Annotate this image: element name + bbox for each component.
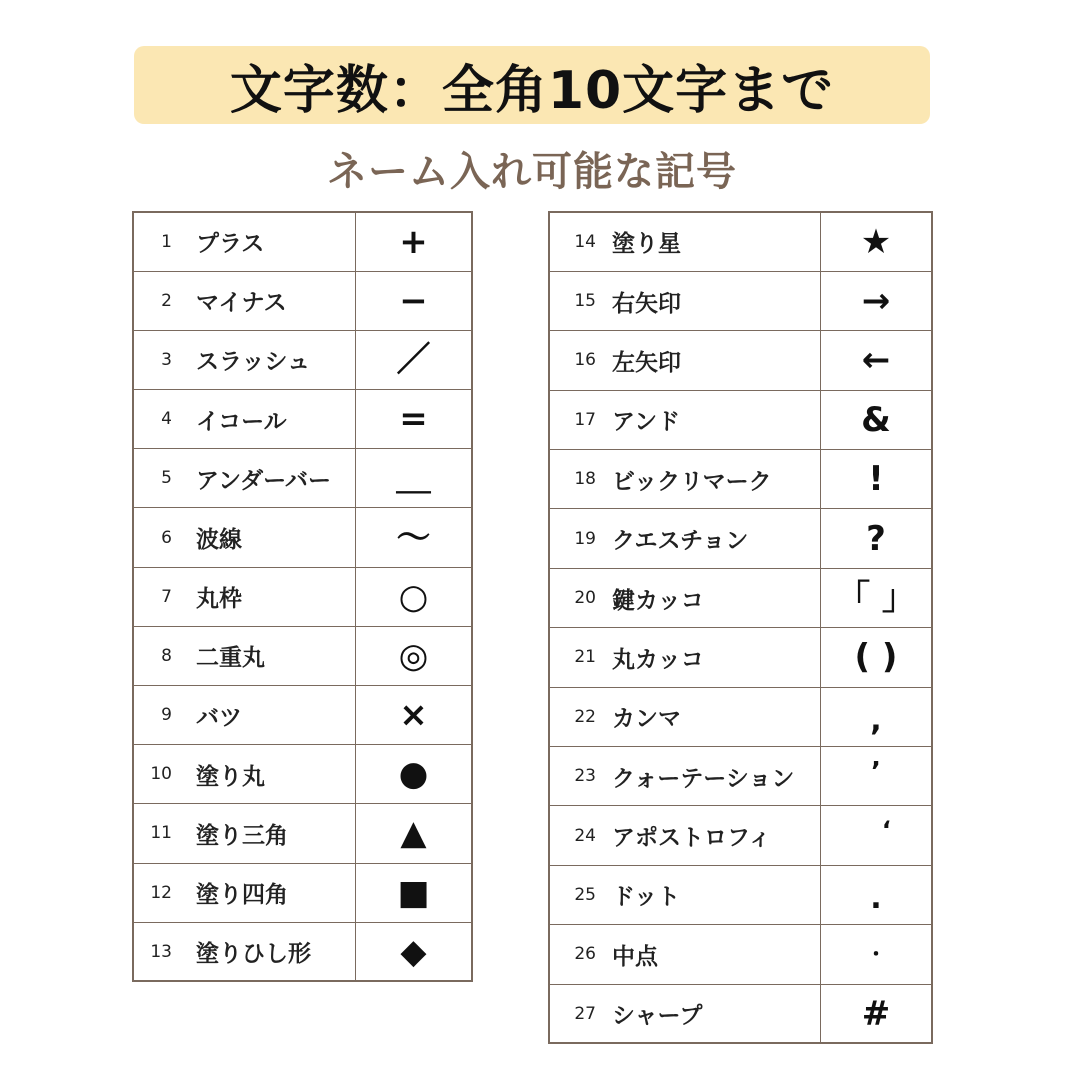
symbol-glyph: ◎ [356, 626, 473, 685]
table-row [549, 747, 932, 806]
row-number: 4 [161, 409, 172, 430]
symbol-name: 塗りひし形 [196, 941, 311, 968]
row-number: 26 [574, 944, 596, 965]
symbol-name: シャープ [612, 1003, 703, 1030]
row-number: 13 [150, 941, 172, 962]
row-number: 15 [574, 291, 596, 312]
symbol-glyph: → [821, 271, 933, 330]
row-number: 11 [150, 823, 172, 844]
symbol-name-cell [133, 686, 356, 745]
symbol-name: 鍵カッコ [612, 587, 704, 614]
symbol-name: 右矢印 [612, 290, 681, 317]
symbol-name-cell [133, 390, 356, 449]
symbol-table-left [132, 211, 473, 982]
row-number: 25 [574, 884, 596, 905]
row-number: 17 [574, 409, 596, 430]
symbol-name-cell [549, 271, 821, 330]
symbol-glyph: ／ [356, 330, 473, 389]
table-row [549, 925, 932, 984]
row-number: 16 [574, 350, 596, 371]
symbol-name-cell [549, 390, 821, 449]
row-number: 24 [574, 825, 596, 846]
table-row [549, 628, 932, 687]
symbol-name: 中点 [612, 943, 658, 970]
symbol-name: マイナス [196, 290, 287, 317]
symbol-name: 塗り三角 [196, 822, 288, 849]
table-row [133, 390, 472, 449]
row-number: 2 [161, 290, 172, 311]
row-number: 5 [161, 468, 172, 489]
symbol-name: クエスチョン [612, 528, 749, 555]
symbol-name-cell [133, 745, 356, 804]
table-row [133, 271, 472, 330]
symbol-glyph: ～ [356, 508, 473, 567]
table-row [549, 212, 932, 271]
row-number: 23 [574, 766, 596, 787]
row-number: 8 [161, 645, 172, 666]
symbol-name: アンダーバー [196, 467, 332, 494]
symbol-glyph: ? [821, 509, 933, 568]
table-row [549, 865, 932, 924]
row-number: 1 [161, 231, 172, 252]
symbol-glyph: ★ [821, 212, 933, 271]
table-row [549, 271, 932, 330]
row-number: 7 [161, 586, 172, 607]
symbol-name-cell [549, 747, 821, 806]
symbol-name-cell [549, 450, 821, 509]
symbol-glyph: 「 」 [821, 568, 933, 627]
symbol-glyph: = [356, 390, 473, 449]
symbol-glyph: ← [821, 331, 933, 390]
symbol-name-cell [549, 865, 821, 924]
row-number: 18 [574, 469, 596, 490]
symbol-glyph: ＿ [356, 449, 473, 508]
symbol-name: 塗り四角 [196, 882, 288, 909]
table-row [549, 687, 932, 746]
symbol-name-cell [549, 628, 821, 687]
symbol-name: 丸枠 [196, 586, 242, 613]
symbol-name: イコール [196, 408, 287, 435]
row-number: 3 [161, 349, 172, 370]
symbol-name: 丸カッコ [612, 646, 704, 673]
table-row [133, 745, 472, 804]
symbol-glyph: . [821, 865, 933, 924]
symbol-name-cell [133, 508, 356, 567]
symbol-name: クォーテーション [612, 765, 795, 792]
symbol-glyph: ○ [356, 567, 473, 626]
row-number: 12 [150, 882, 172, 903]
table-row [549, 984, 932, 1043]
symbol-glyph: ’ [821, 747, 933, 806]
symbol-glyph: ● [356, 745, 473, 804]
symbol-name-cell [133, 626, 356, 685]
row-number: 21 [574, 647, 596, 668]
table-row [133, 212, 472, 271]
symbol-glyph: & [821, 390, 933, 449]
symbol-name-cell [133, 804, 356, 863]
symbol-name-cell [549, 806, 821, 865]
table-row [549, 509, 932, 568]
symbol-name-cell [549, 331, 821, 390]
symbol-glyph: ‘ [821, 806, 933, 865]
row-number: 27 [574, 1003, 596, 1024]
symbol-glyph: ・ [821, 925, 933, 984]
table-row [133, 567, 472, 626]
symbol-glyph: ◆ [356, 922, 473, 981]
table-row [549, 331, 932, 390]
table-row [133, 922, 472, 981]
row-number: 14 [574, 231, 596, 252]
character-limit-banner: 文字数：全角10文字まで [134, 46, 930, 124]
symbol-name: 塗り星 [612, 231, 681, 258]
symbol-name: ドット [612, 884, 681, 911]
symbol-name: カンマ [612, 706, 681, 733]
table-row [549, 568, 932, 627]
symbol-glyph: , [821, 687, 933, 746]
symbol-name-cell [133, 567, 356, 626]
symbol-glyph: # [821, 984, 933, 1043]
table-row [549, 806, 932, 865]
table-row [133, 508, 472, 567]
row-number: 10 [150, 764, 172, 785]
symbol-glyph: ! [821, 450, 933, 509]
symbol-glyph: × [356, 686, 473, 745]
table-row [549, 450, 932, 509]
row-number: 20 [574, 588, 596, 609]
symbol-name-cell [133, 922, 356, 981]
symbol-name: ビックリマーク [612, 468, 772, 495]
symbol-name-cell [549, 568, 821, 627]
symbol-glyph: + [356, 212, 473, 271]
symbol-name-cell [549, 925, 821, 984]
symbol-name-cell [549, 984, 821, 1043]
table-row [133, 863, 472, 922]
symbol-table-right [548, 211, 933, 1044]
symbol-name: バツ [196, 704, 242, 731]
table-row [133, 626, 472, 685]
symbol-name: 左矢印 [612, 349, 681, 376]
symbol-glyph: ▲ [356, 804, 473, 863]
symbol-name-cell [549, 509, 821, 568]
symbol-name: プラス [196, 231, 265, 258]
table-row [549, 390, 932, 449]
table-row [133, 330, 472, 389]
symbol-name-cell [549, 212, 821, 271]
symbol-glyph: ■ [356, 863, 473, 922]
symbol-name: 波線 [196, 527, 242, 554]
table-row [133, 804, 472, 863]
row-number: 9 [161, 705, 172, 726]
symbol-name: アンド [612, 409, 681, 436]
page-subtitle: ネーム入れ可能な記号 [327, 149, 737, 195]
symbol-name-cell [133, 863, 356, 922]
row-number: 6 [161, 527, 172, 548]
symbol-name: スラッシュ [196, 349, 311, 376]
row-number: 22 [574, 706, 596, 727]
symbol-name: 二重丸 [196, 645, 265, 672]
table-row [133, 449, 472, 508]
symbol-name: 塗り丸 [196, 763, 265, 790]
row-number: 19 [574, 528, 596, 549]
symbol-name-cell [133, 271, 356, 330]
symbol-name-cell [133, 449, 356, 508]
symbol-name: アポストロフィ [612, 825, 772, 852]
symbol-name-cell [549, 687, 821, 746]
symbol-glyph: ( ) [821, 628, 933, 687]
table-row [133, 686, 472, 745]
symbol-name-cell [133, 212, 356, 271]
symbol-name-cell [133, 330, 356, 389]
symbol-glyph: − [356, 271, 473, 330]
